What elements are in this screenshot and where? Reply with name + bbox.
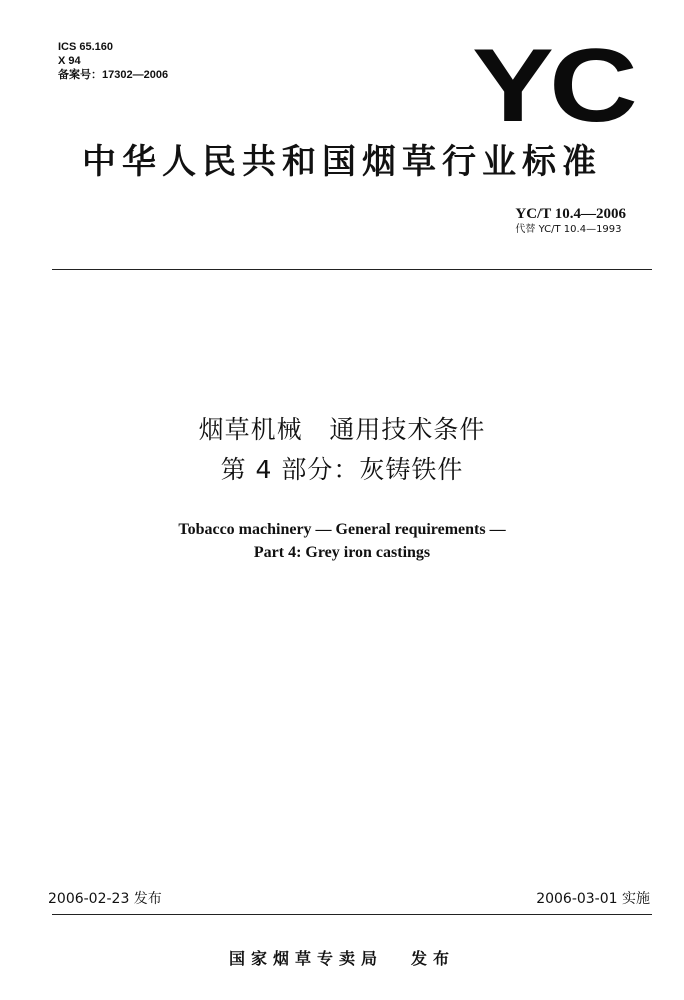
replaces-note: 代替 YC/T 10.4—1993 xyxy=(515,224,622,235)
filing-number: 备案号：17302—2006 xyxy=(58,69,169,81)
publisher-line xyxy=(0,946,684,969)
header-meta xyxy=(58,40,168,82)
standard-code-block xyxy=(515,205,626,237)
classification-code: X 94 xyxy=(58,55,81,67)
english-title-line-1: Tobacco machinery — General requirements — xyxy=(178,521,506,538)
bottom-divider xyxy=(52,914,652,915)
chinese-title-line-2: 第 4 部分：灰铸铁件 xyxy=(220,455,464,484)
standard-number: YC/T 10.4—2006 xyxy=(515,206,626,222)
english-title-line-2: Part 4: Grey iron castings xyxy=(253,544,431,561)
implementation-date: 2006-03-01 实施 xyxy=(536,891,650,907)
ics-code: ICS 65.160 xyxy=(58,41,114,53)
yc-logo: YC xyxy=(472,28,634,144)
publisher-action: 发布 xyxy=(411,949,456,968)
standard-type-heading: 中华人民共和国烟草行业标准 xyxy=(82,142,602,182)
top-divider xyxy=(52,269,652,270)
english-title xyxy=(0,518,684,564)
chinese-title xyxy=(0,410,684,490)
publisher-name: 国家烟草专卖局 xyxy=(228,949,383,968)
chinese-title-line-1: 烟草机械 通用技术条件 xyxy=(198,415,486,444)
issue-date: 2006-02-23 发布 xyxy=(48,891,162,907)
